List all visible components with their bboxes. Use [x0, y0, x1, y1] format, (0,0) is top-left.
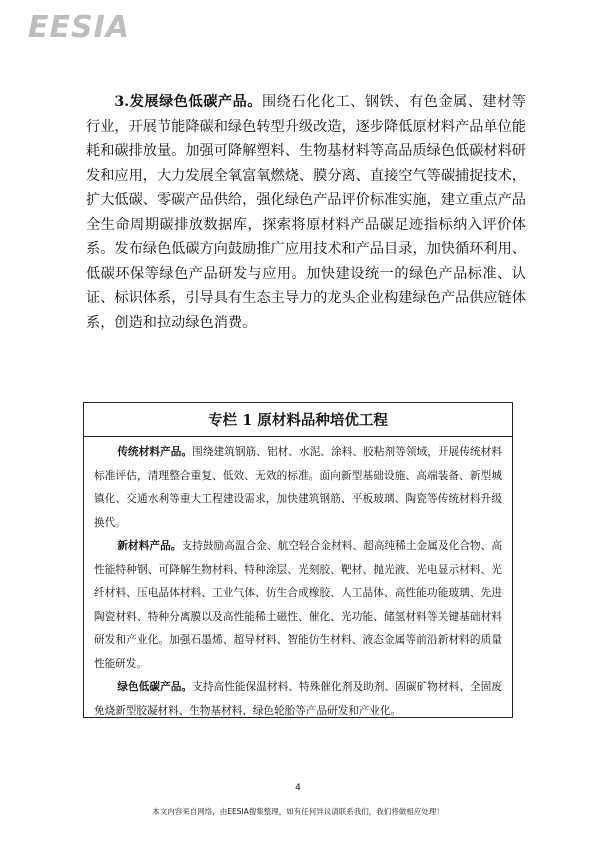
box-item-traditional — [94, 441, 502, 535]
page-number: 4 — [295, 783, 301, 793]
footer-notice: 本文内容来自网络，由EESIA搜集整理，如有任何异议请联系我们，我们将做相应处理！ — [152, 807, 444, 816]
box-item-new-materials — [94, 535, 502, 676]
paragraph-lead: 3.发展绿色低碳产品。 — [114, 94, 262, 110]
box-item-lead: 新材料产品。 — [117, 540, 182, 552]
paragraph-body: 围绕石化化工、钢铁、有色金属、建材等行业，开展节能降碳和绿色转型升级改造，逐步降低原材料产品单位能耗和碳排放量。加强可降解塑料、生物基材料等高品质绿色低碳材料研发和应用，大力发展全氧富氧燃烧、膜分离、直接空气等碳捕捉技术，扩大低碳、零碳产品供给，强化绿色产品评价标准实施，建立重点产品全生命周期碳排放数据库，探索将原材料产品碳足迹指标纳入评价体系。发布绿色低碳方向鼓励推广应用技术和产品目录，加快循环利用、低碳环保等绿色产品研发与应用。加快建设统一的绿色产品标准、认证、标识体系，引导具有生态主导力的龙头企业构建绿色产品供应链体系，创造和拉动绿色消费。 — [86, 94, 526, 331]
body-paragraph — [86, 90, 526, 335]
box-title: 专栏 1 原材料品种培优工程 — [84, 403, 512, 437]
feature-box — [83, 402, 513, 718]
box-item-text: 围绕建筑钢筋、铝材、水泥、涂料、胶粘剂等领域，开展传统材料标准评估，清理整合重复、低效、无效的标准。面向新型基础设施、高端装备、新型城镇化、交通水利等重大工程建设需求，加快建筑钢筋、平板玻璃、陶瓷等传统材料升级换代。 — [94, 446, 503, 529]
box-item-green-lowcarbon — [94, 676, 502, 723]
eesia-logo: EESIA — [28, 10, 130, 45]
box-item-lead: 绿色低碳产品。 — [117, 681, 193, 693]
box-item-text: 支持鼓励高温合金、航空轻合金材料、超高纯稀土金属及化合物、高性能特种钢、可降解生物材料、特种涂层、光刻胶、靶材、抛光液、光电显示材料、光纤材料、压电晶体材料、工业气体、仿生合成橡胶、人工晶体、高性能功能玻璃、先进陶瓷材料、特种分离膜以及高性能稀土磁性、催化、光功能、储氢材料等关键基础材料研发和产业化。加强石墨烯、超导材料、智能仿生材料、液态金属等前沿新材料的质量性能研发。 — [94, 540, 503, 670]
box-item-text: 支持高性能保温材料、特殊催化剂及助剂、固碳矿物材料、全固废免烧新型胶凝材料、生物基材料、绿色轮胎等产品研发和产业化。 — [94, 681, 503, 717]
box-item-lead: 传统材料产品。 — [117, 446, 193, 458]
